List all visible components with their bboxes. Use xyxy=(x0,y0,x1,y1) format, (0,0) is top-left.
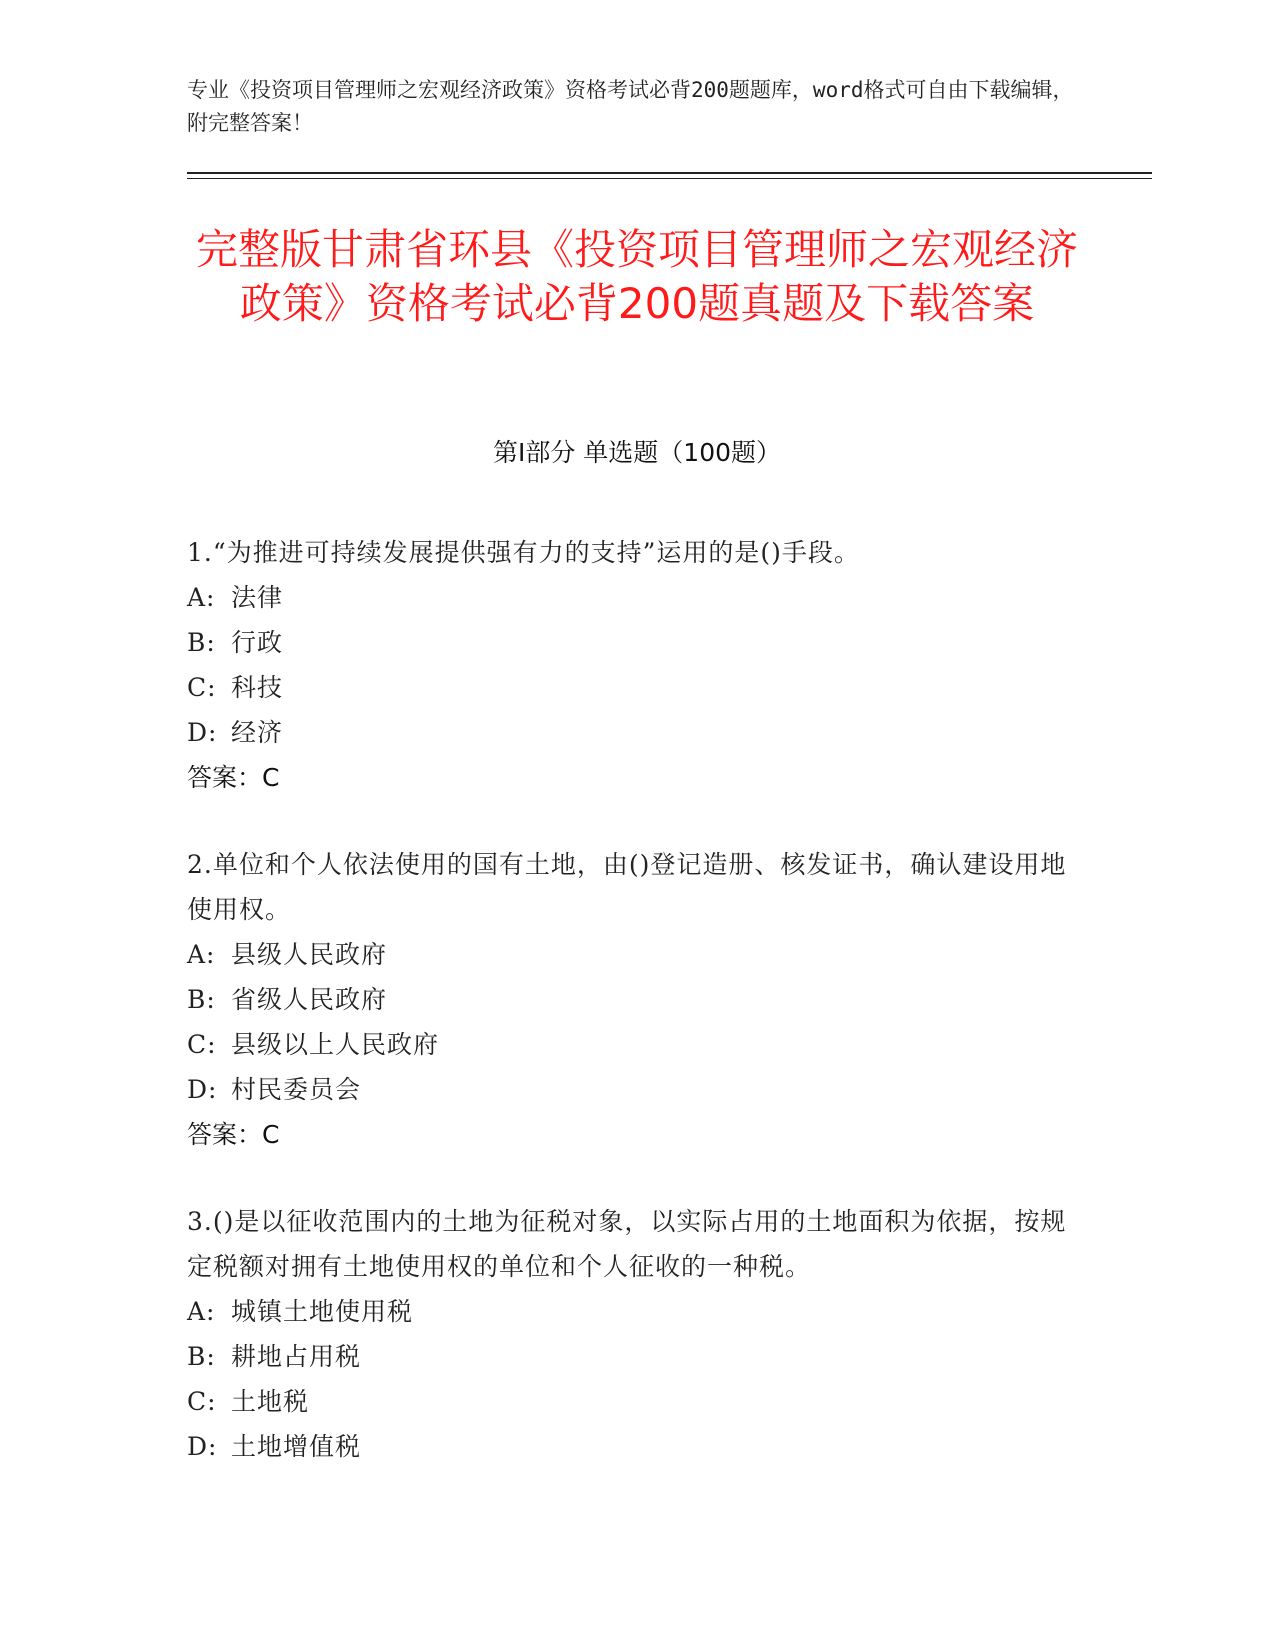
option-a xyxy=(187,932,1067,977)
option-letter: B: xyxy=(187,1342,216,1371)
question-text: 1.“为推进可持续发展提供强有力的支持”运用的是()手段。 xyxy=(187,538,860,567)
option-text: 土地增值税 xyxy=(231,1432,362,1461)
option-letter: A: xyxy=(187,1297,216,1326)
option-text: 经济 xyxy=(231,718,284,747)
option-text: 城镇土地使用税 xyxy=(231,1297,414,1326)
option-text: 行政 xyxy=(231,628,284,657)
option-letter: A: xyxy=(187,940,216,969)
question-text: 2.单位和个人依法使用的国有土地，由()登记造册、核发证书，确认建设用地使用权。 xyxy=(187,850,1067,924)
question-3 xyxy=(187,1199,1067,1469)
question-list xyxy=(187,530,1067,1511)
option-letter: B: xyxy=(187,628,216,657)
document-title: 完整版甘肃省环县《投资项目管理师之宏观经济政策》资格考试必背200题真题及下载答案 xyxy=(195,225,1078,328)
option-letter: C: xyxy=(187,673,217,702)
option-d xyxy=(187,710,1067,755)
option-letter: A: xyxy=(187,583,216,612)
option-d xyxy=(187,1424,1067,1469)
option-c xyxy=(187,665,1067,710)
option-letter: B: xyxy=(187,985,216,1014)
option-text: 县级人民政府 xyxy=(231,940,388,969)
option-text: 村民委员会 xyxy=(231,1075,362,1104)
section-title: 第Ⅰ部分 单选题（100题） xyxy=(492,438,782,467)
answer: 答案：C xyxy=(187,763,280,792)
option-b xyxy=(187,1334,1067,1379)
option-letter: D: xyxy=(187,1432,218,1461)
option-a xyxy=(187,575,1067,620)
option-letter: D: xyxy=(187,718,218,747)
option-b xyxy=(187,977,1067,1022)
option-c xyxy=(187,1022,1067,1067)
option-d xyxy=(187,1067,1067,1112)
question-text: 3.()是以征收范围内的土地为征税对象，以实际占用的土地面积为依据，按规定税额对拥有土地使用权的单位和个人征收的一种税。 xyxy=(187,1207,1067,1281)
option-letter: C: xyxy=(187,1387,217,1416)
option-b xyxy=(187,620,1067,665)
option-text: 省级人民政府 xyxy=(231,985,388,1014)
option-text: 科技 xyxy=(231,673,284,702)
header-note: 专业《投资项目管理师之宏观经济政策》资格考试必背200题题库，word格式可自由下载编辑，附完整答案！ xyxy=(187,78,1074,135)
option-letter: D: xyxy=(187,1075,218,1104)
header-divider-thin xyxy=(187,178,1152,179)
option-c xyxy=(187,1379,1067,1424)
option-letter: C: xyxy=(187,1030,217,1059)
option-text: 法律 xyxy=(231,583,284,612)
option-text: 耕地占用税 xyxy=(231,1342,362,1371)
option-text: 县级以上人民政府 xyxy=(231,1030,440,1059)
header-divider-thick xyxy=(187,172,1152,174)
answer: 答案：C xyxy=(187,1120,280,1149)
option-text: 土地税 xyxy=(231,1387,310,1416)
question-1 xyxy=(187,530,1067,800)
option-a xyxy=(187,1289,1067,1334)
question-2 xyxy=(187,842,1067,1157)
